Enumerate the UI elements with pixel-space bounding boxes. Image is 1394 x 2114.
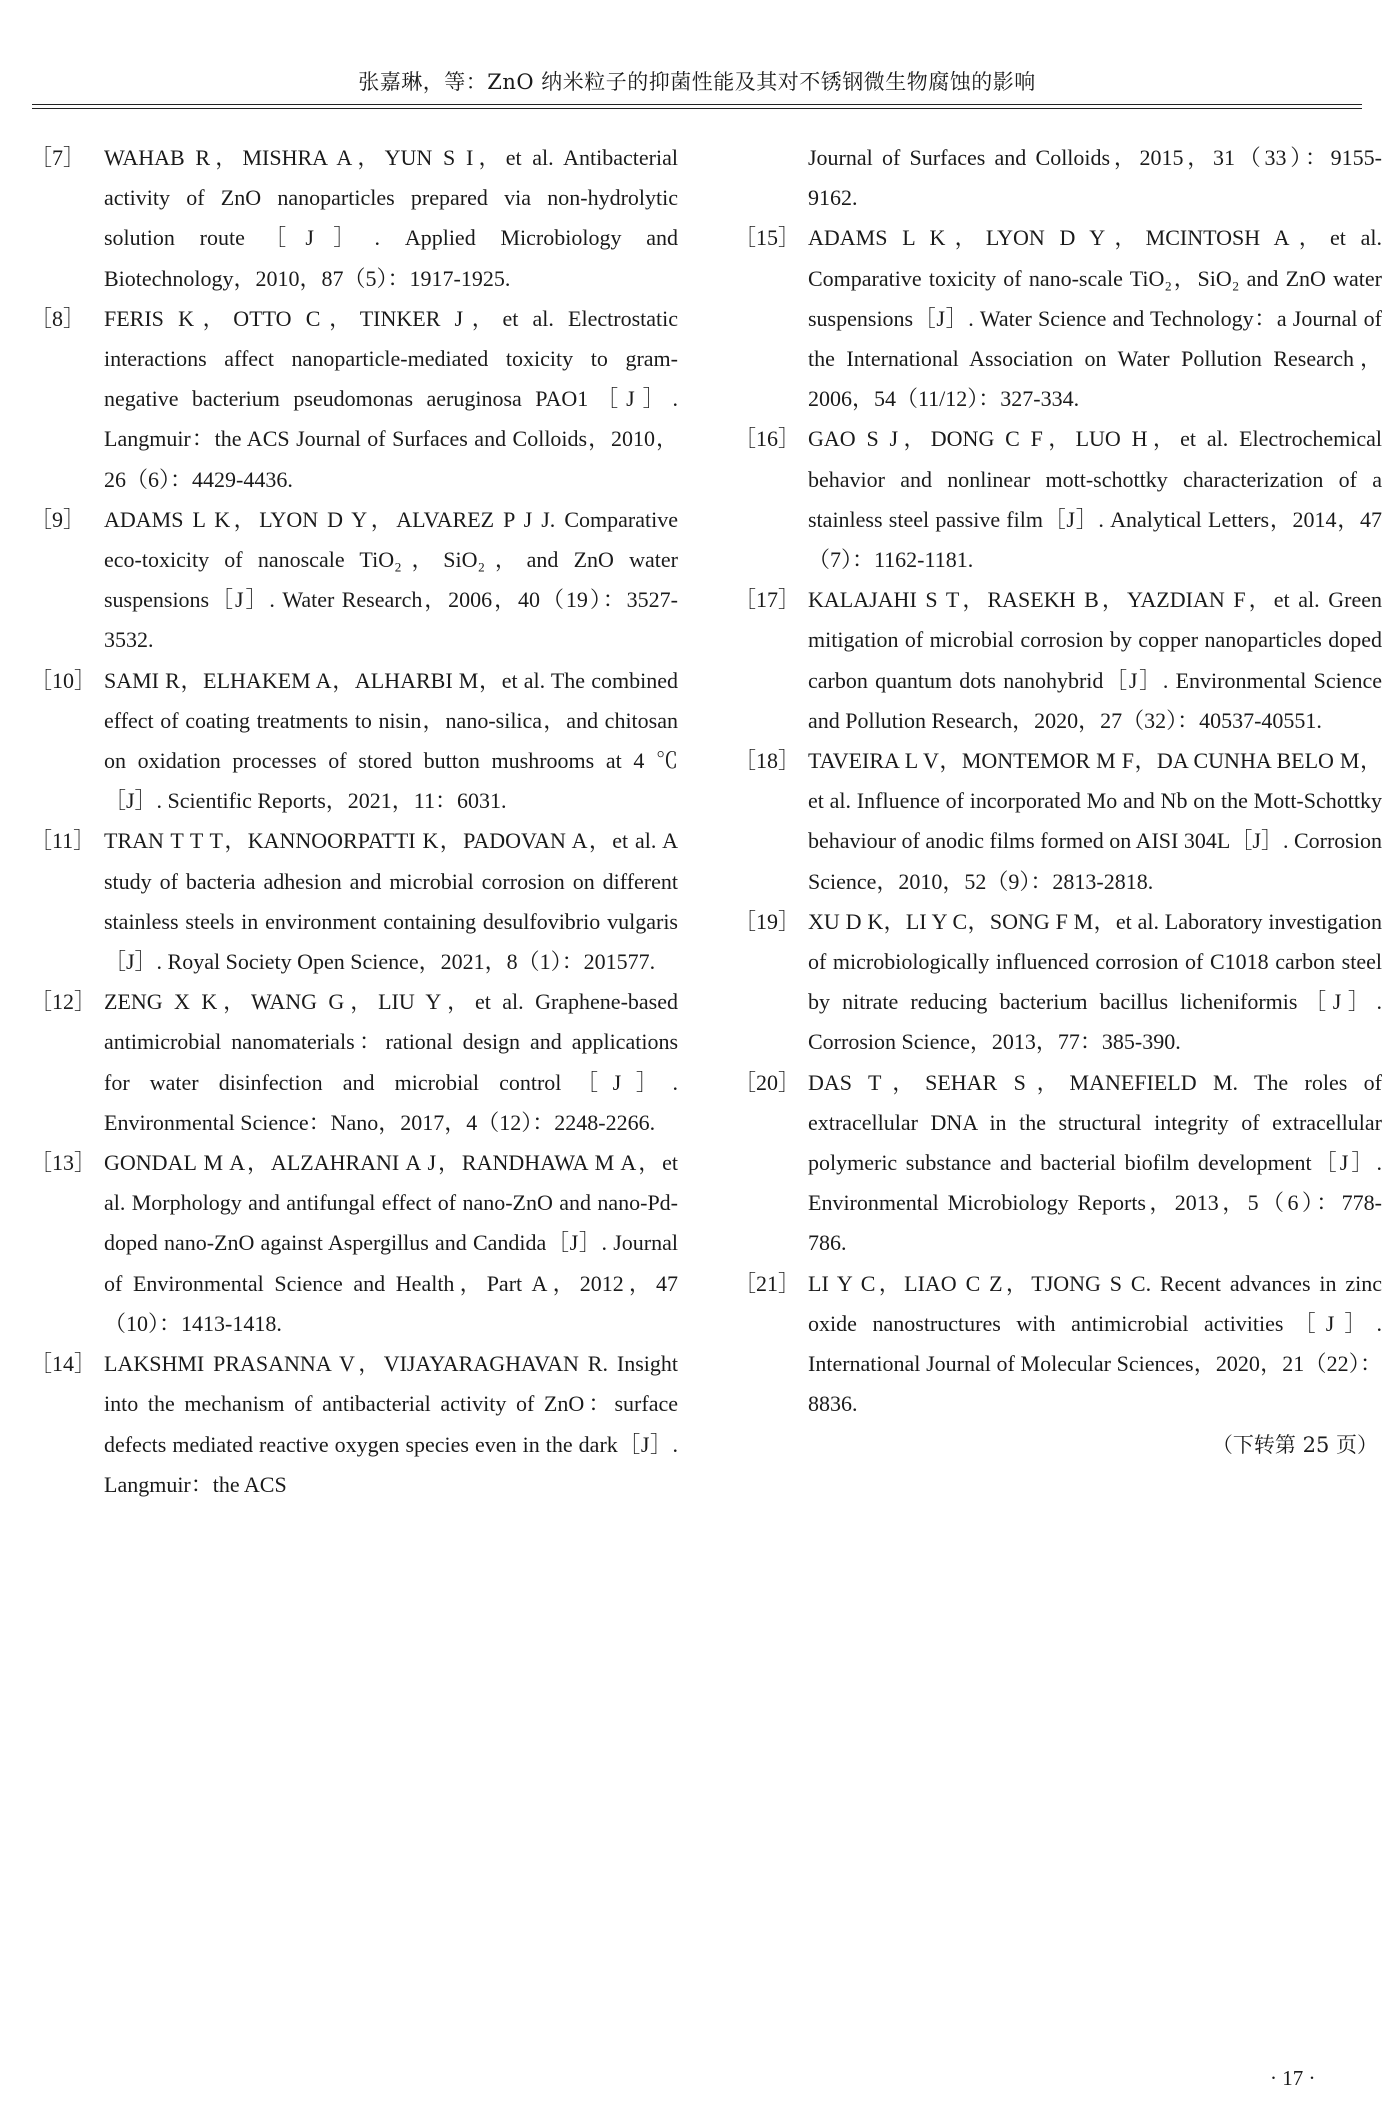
- reference-item: [30, 1143, 678, 1344]
- reference-item: [734, 741, 1382, 902]
- reference-text: TRAN T T T，KANNOORPATTI K，PADOVAN A，et al. A study of bacteria adhesion and microbial corrosion on different stainless steels in environment containing desulfovibrio vulgaris［J］. Royal Society Open Science，2021，8（1）：201577.: [104, 828, 678, 975]
- reference-item: [30, 299, 678, 500]
- reference-item: [734, 580, 1382, 741]
- right-column: [734, 138, 1382, 1465]
- reference-item: [734, 1264, 1382, 1425]
- reference-text: LI Y C，LIAO C Z，TJONG S C. Recent advances in zinc oxide nanostructures with antimicrobial activities［J］. International Journal of Molecular Sciences，2020，21（22）：8836.: [808, 1270, 1382, 1417]
- reference-number: ［7］: [30, 145, 86, 170]
- reference-text: XU D K，LI Y C，SONG F M，et al. Laboratory investigation of microbiologically influenced corrosion of C1018 carbon steel by nitrate reducing bacterium bacillus licheniformis［J］. Corrosion Science，2013，77：385-390.: [808, 908, 1382, 1055]
- reference-continuation: Journal of Surfaces and Colloids，2015，31（33）：9155-9162.: [808, 145, 1382, 211]
- reference-text: GAO S J，DONG C F，LUO H，et al. Electrochemical behavior and nonlinear mott-schottky characterization of a stainless steel passive film［J］. Analytical Letters，2014，47（7）：1162-1181.: [808, 426, 1382, 573]
- reference-item: [734, 419, 1382, 580]
- reference-number: ［14］: [30, 1351, 97, 1377]
- left-column: [30, 138, 678, 1505]
- reference-number: ［17］: [734, 587, 801, 613]
- reference-number: ［21］: [734, 1270, 801, 1296]
- reference-number: ［19］: [734, 908, 801, 934]
- reference-text: ZENG X K，WANG G，LIU Y，et al. Graphene-based antimicrobial nanomaterials：rational design and applications for water disinfection and microbial control［J］. Environmental Science：Nano，2017，4（12）：2248-2266.: [104, 989, 678, 1135]
- running-header: 张嘉琳，等：ZnO 纳米粒子的抑菌性能及其对不锈钢微生物腐蚀的影响: [358, 70, 1036, 94]
- header-rule-top: [32, 104, 1362, 105]
- reference-item: [30, 821, 678, 982]
- reference-item: [30, 500, 678, 661]
- reference-number: ［16］: [734, 426, 801, 452]
- reference-item: [30, 1344, 678, 1505]
- reference-text: ADAMS L K，LYON D Y，MCINTOSH A，et al. Comparative toxicity of nano-scale TiO₂，SiO₂ and ZnO water suspensions［J］. Water Science and Technology：a Journal of the International Association on Water Pollution Research，2006，54（11/12）：327-334.: [808, 225, 1382, 412]
- reference-number: ［12］: [30, 989, 97, 1015]
- reference-text: SAMI R，ELHAKEM A，ALHARBI M，et al. The combined effect of coating treatments to nisin，nano-silica，and chitosan on oxidation processes of stored button mushrooms at 4 ℃［J］. Scientific Reports，2021，11：6031.: [104, 667, 678, 814]
- reference-text: KALAJAHI S T，RASEKH B，YAZDIAN F，et al. Green mitigation of microbial corrosion by copper nanoparticles doped carbon quantum dots nanohybrid［J］. Environmental Science and Pollution Research，2020，27（32）：40537-40551.: [808, 587, 1382, 733]
- reference-text: WAHAB R，MISHRA A，YUN S I，et al. Antibacterial activity of ZnO nanoparticles prepared via non-hydrolytic solution route［J］. Applied Microbiology and Biotechnology，2010，87（5）：1917-1925.: [104, 145, 678, 291]
- continued-note: （下转第 25 页）: [1211, 1432, 1378, 1457]
- reference-item: [734, 218, 1382, 419]
- reference-item: [30, 982, 678, 1143]
- reference-number: ［20］: [734, 1069, 801, 1095]
- reference-text: LAKSHMI PRASANNA V，VIJAYARAGHAVAN R. Insight into the mechanism of antibacterial activity of ZnO：surface defects mediated reactive oxygen species even in the dark［J］. Langmuir：the ACS: [104, 1351, 678, 1497]
- reference-number: ［9］: [30, 506, 86, 532]
- reference-number: ［15］: [734, 225, 801, 251]
- header-rule-bottom: [32, 108, 1362, 109]
- reference-text: DAS T，SEHAR S，MANEFIELD M. The roles of extracellular DNA in the structural integrity of extracellular polymeric substance and bacterial biofilm development［J］. Environmental Microbiology Reports，2013，5（6）：778-786.: [808, 1069, 1382, 1256]
- reference-number: ［18］: [734, 748, 801, 774]
- reference-item: [734, 902, 1382, 1063]
- reference-number: ［13］: [30, 1150, 97, 1176]
- reference-number: ［10］: [30, 667, 97, 693]
- reference-item: [30, 138, 678, 299]
- reference-item: [30, 661, 678, 822]
- reference-item: [734, 1063, 1382, 1264]
- reference-number: ［11］: [30, 828, 96, 854]
- reference-text: GONDAL M A，ALZAHRANI A J，RANDHAWA M A，et al. Morphology and antifungal effect of nano-ZnO and nano-Pd-doped nano-ZnO against Aspergillus and Candida［J］. Journal of Environmental Science and Health，Part A，2012，47（10）：1413-1418.: [104, 1150, 678, 1336]
- reference-text: ADAMS L K，LYON D Y，ALVAREZ P J J. Comparative eco-toxicity of nanoscale TiO₂，SiO₂，and ZnO water suspensions［J］. Water Research，2006，40（19）：3527-3532.: [104, 506, 678, 653]
- reference-number: ［8］: [30, 305, 86, 331]
- page-number: · 17 ·: [1270, 2066, 1316, 2090]
- reference-text: FERIS K，OTTO C，TINKER J，et al. Electrostatic interactions affect nanoparticle-mediated toxicity to gram-negative bacterium pseudomonas aeruginosa PAO1［J］. Langmuir：the ACS Journal of Surfaces and Colloids，2010，26（6）：4429-4436.: [104, 305, 678, 492]
- reference-text: TAVEIRA L V，MONTEMOR M F，DA CUNHA BELO M，et al. Influence of incorporated Mo and Nb on the Mott-Schottky behaviour of anodic films formed on AISI 304L［J］. Corrosion Science，2010，52（9）：2813-2818.: [808, 748, 1382, 894]
